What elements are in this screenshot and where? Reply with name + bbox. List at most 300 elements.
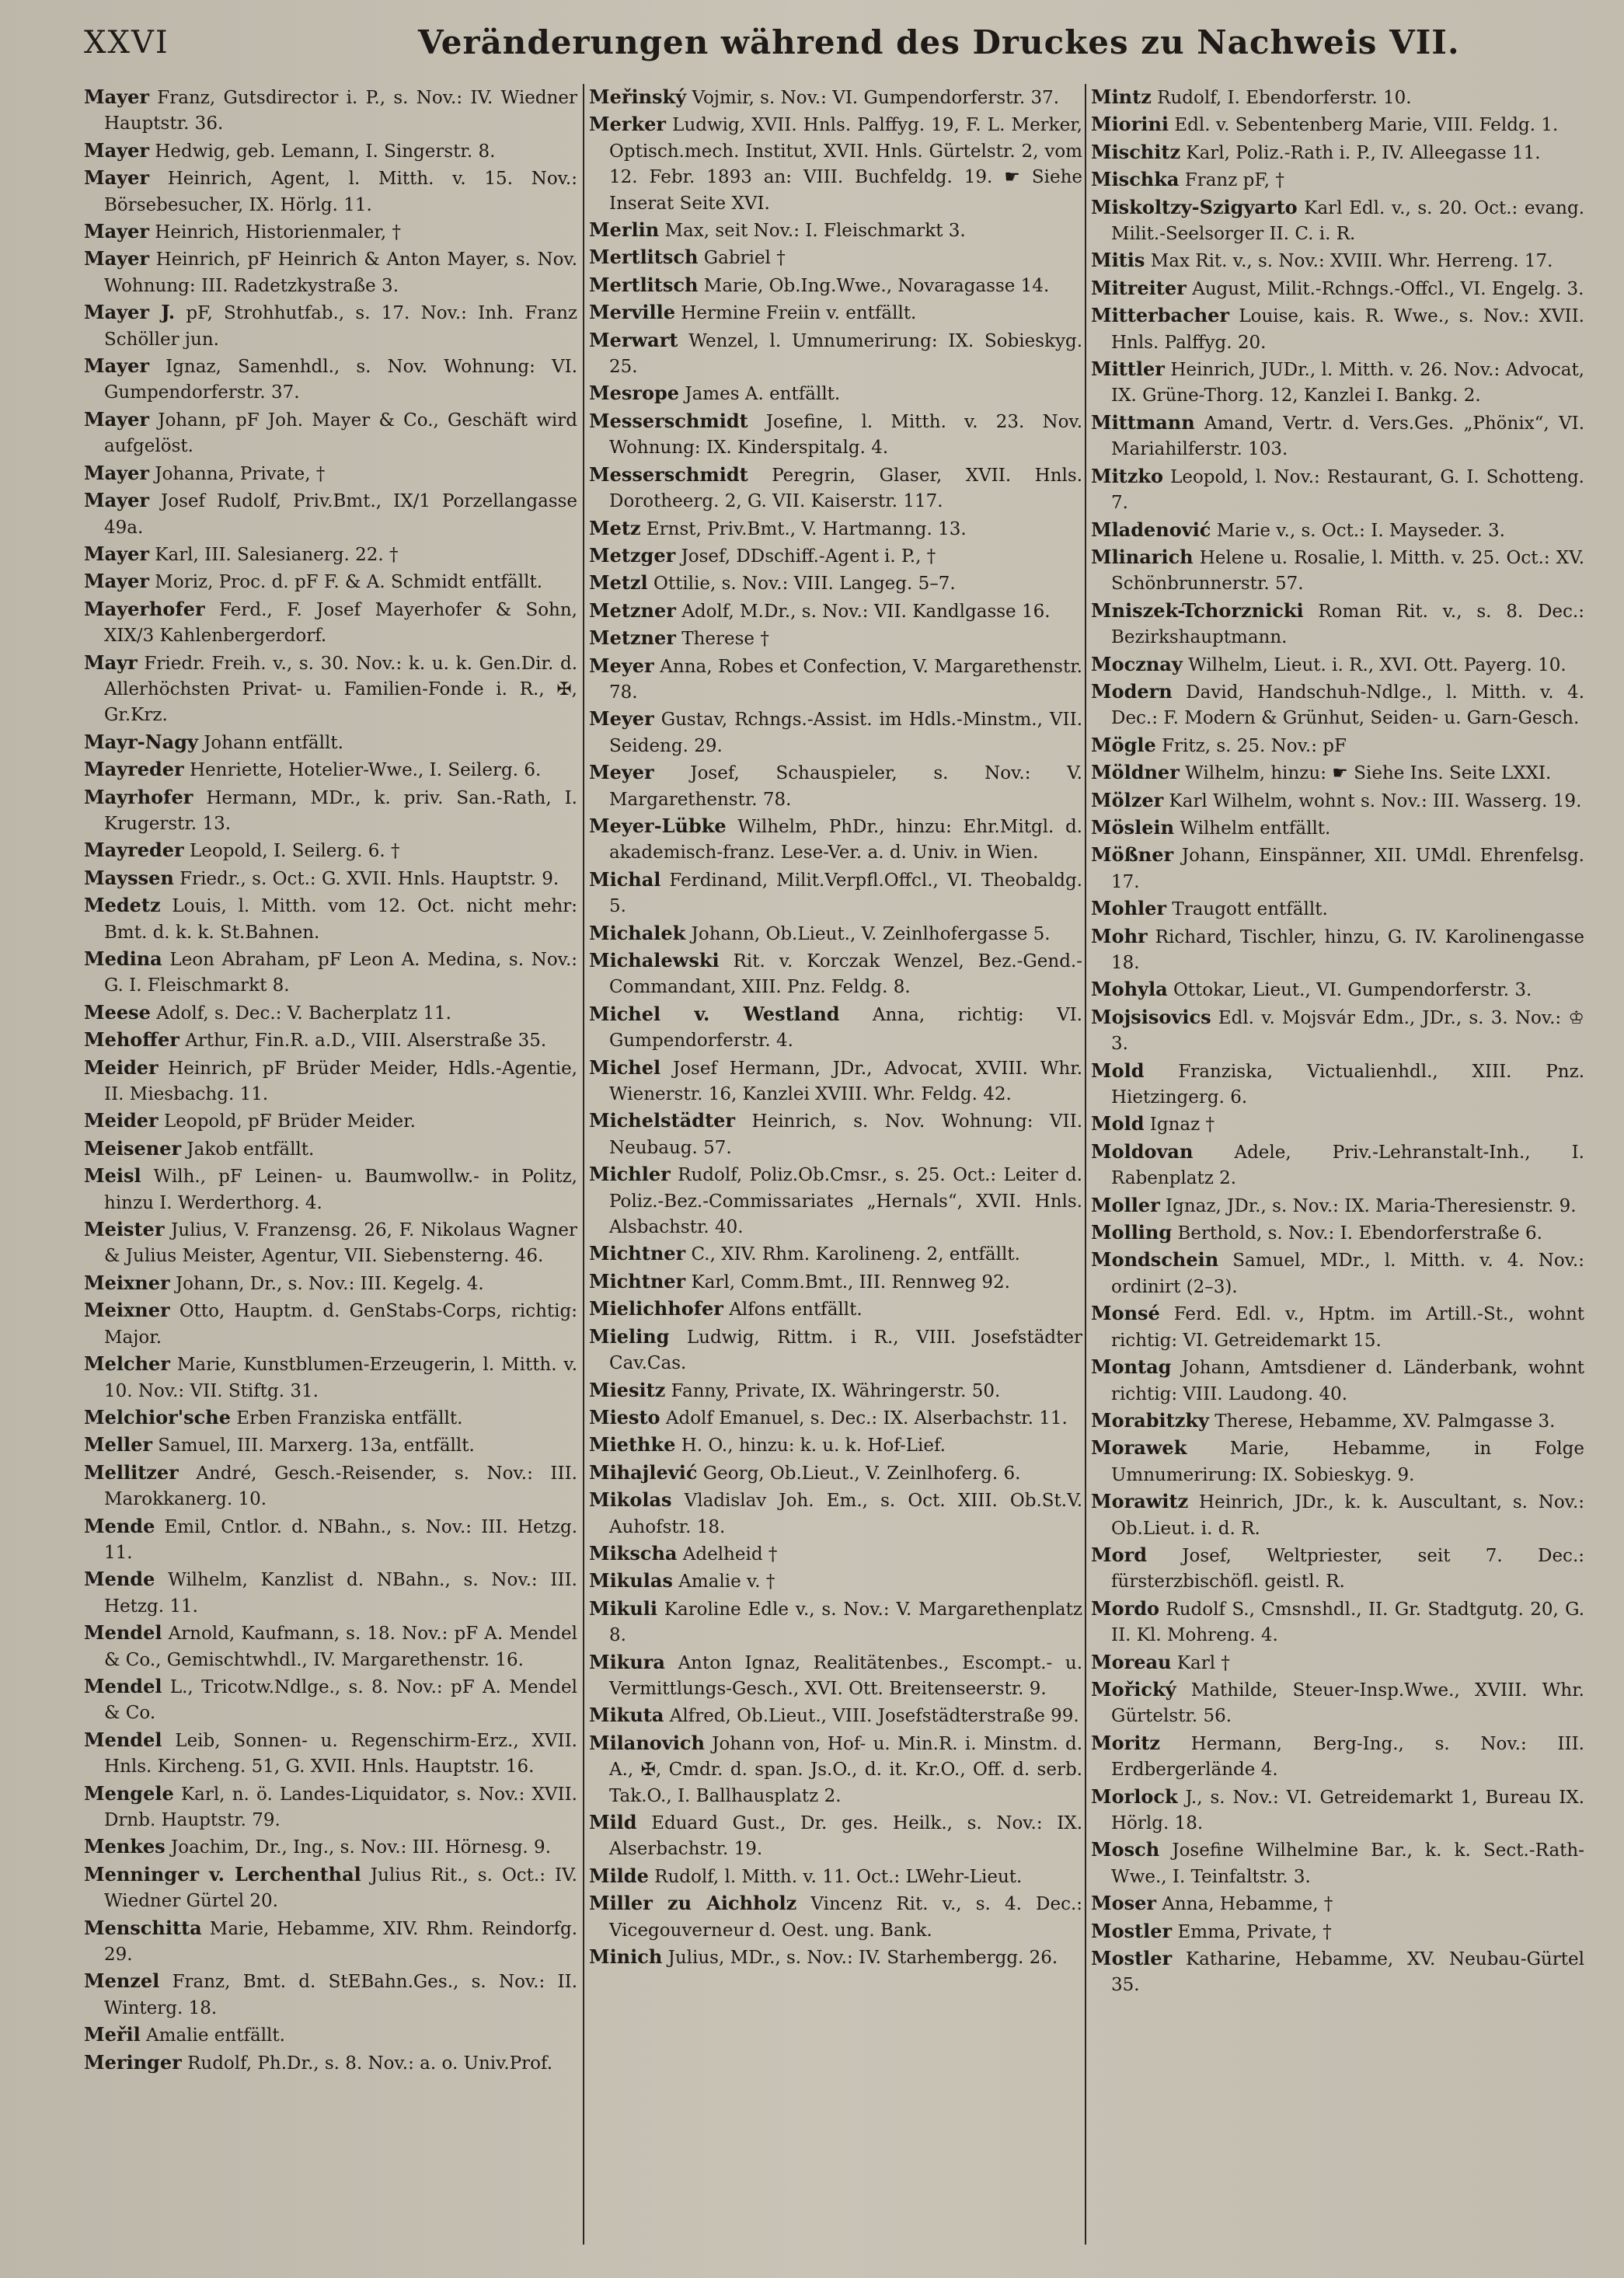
entry-details: Emma, Private, † bbox=[1177, 1921, 1332, 1942]
entry-surname: Mniszek-Tchorznicki bbox=[1091, 598, 1304, 622]
entry-surname: Mayer bbox=[84, 247, 149, 270]
directory-entry bbox=[1091, 1837, 1584, 1890]
entry-surname: Mohyla bbox=[1091, 978, 1168, 1001]
entry-surname: Michtner bbox=[589, 1242, 686, 1265]
entry-details: Alfred, Ob.Lieut., VIII. Josefstädterstraße 99. bbox=[669, 1706, 1079, 1727]
entry-surname: Mostler bbox=[1091, 1919, 1173, 1942]
directory-entry bbox=[589, 542, 1082, 570]
page-number: XXVI bbox=[84, 25, 169, 61]
entry-surname: Mojsisovics bbox=[1091, 1005, 1211, 1028]
directory-entry bbox=[1091, 1918, 1584, 1945]
entry-details: André, Gesch.-Reisender, s. Nov.: III. Marokkanerg. 10. bbox=[104, 1463, 577, 1510]
entry-details: Wilh., pF Leinen- u. Baumwollw.- in Politz, hinzu I. Werderthorg. 4. bbox=[104, 1167, 577, 1213]
entry-details: Anna, Robes et Confection, V. Margarethenstr. 78. bbox=[609, 656, 1082, 703]
directory-entry bbox=[84, 541, 577, 568]
entry-surname: Meřinský bbox=[589, 85, 687, 108]
entry-details: Wilhelm, PhDr., hinzu: Ehr.Mitgl. d. akademisch-franz. Lese-Ver. a. d. Univ. in Wien. bbox=[609, 816, 1082, 863]
entry-surname: Miesitz bbox=[589, 1378, 666, 1401]
directory-entry bbox=[84, 165, 577, 218]
entry-surname: Mohr bbox=[1091, 924, 1148, 947]
entry-surname: Mayer bbox=[84, 166, 149, 190]
entry-details: Josef Rudolf, Priv.Bmt., IX/1 Porzellangasse 49a. bbox=[104, 491, 578, 538]
directory-entry bbox=[589, 327, 1082, 381]
directory-entry bbox=[1091, 166, 1584, 194]
entry-surname: Miesto bbox=[589, 1405, 660, 1429]
directory-entry bbox=[84, 84, 577, 138]
entry-details: Amalie v. † bbox=[678, 1572, 775, 1593]
entry-surname: Mordo bbox=[1091, 1596, 1160, 1620]
entry-surname: Mayreder bbox=[84, 839, 184, 862]
entry-surname: Milanovich bbox=[589, 1731, 705, 1754]
entry-surname: Moser bbox=[1091, 1892, 1156, 1915]
entry-surname: Mayrhofer bbox=[84, 785, 193, 808]
directory-entry bbox=[1091, 1542, 1584, 1596]
entry-details: Wilhelm, hinzu: ☛ Siehe Ins. Seite LXXI. bbox=[1185, 763, 1552, 784]
entry-surname: Modern bbox=[1091, 679, 1173, 703]
entry-details: Rudolf, Poliz.Ob.Cmsr., s. 25. Oct.: Leiter d. Poliz.-Bez.-Commissariates „Hernals“, XVII. Hnls. Alsbachstr. 40. bbox=[609, 1165, 1082, 1238]
entry-surname: Michler bbox=[589, 1163, 671, 1186]
entry-details: Wilhelm, Lieut. i. R., XVI. Ott. Payerg. 10. bbox=[1188, 654, 1566, 675]
directory-entry bbox=[589, 1730, 1082, 1809]
directory-entry bbox=[84, 1460, 577, 1513]
directory-entry bbox=[84, 756, 577, 783]
directory-entry bbox=[84, 729, 577, 756]
entry-details: Friedr., s. Oct.: G. XVII. Hnls. Hauptstr. 9. bbox=[179, 868, 559, 889]
entry-surname: Mořický bbox=[1091, 1677, 1176, 1701]
entry-surname: Meyer bbox=[589, 707, 654, 731]
entry-surname: Mögle bbox=[1091, 733, 1156, 756]
entry-details: H. O., hinzu: k. u. k. Hof-Lief. bbox=[681, 1436, 946, 1456]
entry-surname: Michelstädter bbox=[589, 1109, 736, 1132]
directory-entry bbox=[84, 2050, 577, 2077]
directory-entry bbox=[84, 406, 577, 460]
directory-entry bbox=[1091, 1139, 1584, 1192]
directory-entry bbox=[84, 650, 577, 729]
entry-surname: Mosch bbox=[1091, 1838, 1160, 1861]
directory-entry bbox=[1091, 1596, 1584, 1649]
directory-entry bbox=[1091, 923, 1584, 977]
entry-details: Alfons entfällt. bbox=[729, 1299, 863, 1320]
directory-entry bbox=[1091, 356, 1584, 410]
entry-details: Georg, Ob.Lieut., V. Zeinlhoferg. 6. bbox=[702, 1463, 1021, 1484]
directory-entry bbox=[589, 653, 1082, 706]
entry-details: Franziska, Victualienhdl., XIII. Pnz. Hietzingerg. 6. bbox=[1111, 1061, 1585, 1108]
directory-entry bbox=[1091, 410, 1584, 463]
directory-entry bbox=[589, 813, 1082, 867]
entry-details: Adele, Priv.-Lehranstalt-Inh., I. Rabenplatz 2. bbox=[1111, 1142, 1584, 1189]
entry-details: Richard, Tischler, hinzu, G. IV. Karolinengasse 18. bbox=[1111, 926, 1584, 973]
entry-details: Ignaz † bbox=[1149, 1115, 1215, 1136]
entry-surname: Mellitzer bbox=[84, 1460, 179, 1484]
directory-entry bbox=[589, 1324, 1082, 1377]
entry-details: Louis, l. Mitth. vom 12. Oct. nicht mehr: Bmt. d. k. k. St.Bahnen. bbox=[104, 896, 577, 943]
directory-entry bbox=[84, 568, 577, 595]
entry-details: J., s. Nov.: VI. Getreidemarkt 1, Bureau IX. Hörlg. 18. bbox=[1111, 1787, 1585, 1833]
directory-entry bbox=[589, 1863, 1082, 1890]
entry-details: Otto, Hauptm. d. GenStabs-Corps, richtig: Major. bbox=[104, 1301, 578, 1348]
entry-details: Samuel, MDr., l. Mitth. v. 4. Nov.: ordinirt (2–3). bbox=[1111, 1251, 1584, 1297]
entry-surname: Moreau bbox=[1091, 1650, 1172, 1673]
directory-entry bbox=[84, 1513, 577, 1567]
entry-surname: Mittler bbox=[1091, 358, 1165, 381]
entry-surname: Mendel bbox=[84, 1728, 162, 1751]
directory-entry bbox=[589, 462, 1082, 515]
entry-surname: Mayer bbox=[84, 570, 149, 593]
entry-details: Rudolf, I. Ebendorferstr. 10. bbox=[1157, 88, 1412, 108]
directory-entry bbox=[589, 1268, 1082, 1296]
directory-entry bbox=[589, 515, 1082, 542]
entry-details: David, Handschuh-Ndlge., l. Mitth. v. 4. Dec.: F. Modern & Grünhut, Seiden- u. Garn-Gesch. bbox=[1111, 682, 1585, 729]
entry-details: Johann, Amtsdiener d. Länderbank, wohnt richtig: VIII. Laudong. 40. bbox=[1111, 1358, 1584, 1404]
directory-entry bbox=[589, 1809, 1082, 1863]
entry-details: Heinrich, pF Brüder Meider, Hdls.-Agentie, II. Miesbachg. 11. bbox=[104, 1058, 577, 1105]
entry-surname: Metzl bbox=[589, 571, 648, 595]
directory-entry bbox=[589, 920, 1082, 947]
page-title: Veränderungen während des Druckes zu Nachweis VII. bbox=[418, 23, 1460, 61]
entry-surname: Mohler bbox=[1091, 897, 1167, 920]
column-2 bbox=[589, 84, 1082, 1971]
entry-details: Samuel, III. Marxerg. 13a, entfällt. bbox=[158, 1436, 475, 1456]
entry-surname: Mertlitsch bbox=[589, 246, 699, 269]
directory-entry bbox=[589, 947, 1082, 1001]
entry-surname: Mößner bbox=[1091, 843, 1174, 867]
entry-details: Julius, MDr., s. Nov.: IV. Starhembergg. 26. bbox=[667, 1948, 1058, 1969]
page-header bbox=[84, 22, 1460, 72]
directory-entry bbox=[589, 299, 1082, 326]
entry-surname: Meřil bbox=[84, 2023, 141, 2046]
entry-surname: Mayer bbox=[84, 489, 149, 512]
entry-surname: Mertlitsch bbox=[589, 273, 699, 296]
directory-entry bbox=[1091, 1192, 1584, 1219]
entry-details: Therese, Hebamme, XV. Palmgasse 3. bbox=[1215, 1411, 1556, 1432]
directory-entry bbox=[589, 1460, 1082, 1487]
entry-surname: Meisl bbox=[84, 1164, 141, 1188]
directory-entry bbox=[1091, 1111, 1584, 1138]
entry-surname: Mold bbox=[1091, 1059, 1145, 1082]
entry-surname: Meisener bbox=[84, 1136, 182, 1160]
entry-details: Josef, Schauspieler, s. Nov.: V. Margarethenstr. 78. bbox=[609, 763, 1082, 810]
entry-surname: Mayr bbox=[84, 651, 138, 674]
entry-details: Gustav, Rchngs.-Assist. im Hdls.-Minstm., VII. Seideng. 29. bbox=[609, 710, 1083, 756]
entry-details: Ludwig, Rittm. i R., VIII. Josefstädter Cav.Cas. bbox=[609, 1327, 1082, 1374]
entry-details: Hedwig, geb. Lemann, I. Singerstr. 8. bbox=[155, 141, 496, 162]
entry-surname: Miorini bbox=[1091, 113, 1169, 136]
entry-details: Wilhelm, Kanzlist d. NBahn., s. Nov.: III. Hetzg. 11. bbox=[104, 1570, 577, 1617]
entry-surname: Metzner bbox=[589, 598, 676, 622]
entry-surname: Meider bbox=[84, 1055, 159, 1079]
entry-surname: Mintz bbox=[1091, 85, 1152, 108]
entry-details: Louise, kais. R. Wwe., s. Nov.: XVII. Hnls. Palffyg. 20. bbox=[1111, 306, 1584, 353]
entry-surname: Mitis bbox=[1091, 249, 1145, 272]
directory-entry bbox=[84, 1781, 577, 1834]
entry-surname: Meider bbox=[84, 1109, 159, 1132]
entry-details: Wilhelm entfällt. bbox=[1180, 818, 1331, 839]
entry-surname: Mischitz bbox=[1091, 140, 1181, 163]
directory-entry bbox=[84, 138, 577, 165]
entry-surname: Michalek bbox=[589, 921, 686, 944]
entry-details: Heinrich, JUDr., l. Mitth. v. 26. Nov.: Advocat, IX. Grüne-Thorg. 12, Kanzlei I. Bankg. 2. bbox=[1111, 360, 1584, 406]
entry-surname: Mayer bbox=[84, 461, 149, 484]
directory-entry bbox=[589, 1161, 1082, 1240]
entry-surname: Montag bbox=[1091, 1355, 1172, 1379]
directory-entry bbox=[1091, 598, 1584, 651]
entry-details: Therese † bbox=[681, 629, 769, 650]
entry-surname: Morawek bbox=[1091, 1436, 1187, 1460]
entry-surname: Meller bbox=[84, 1433, 152, 1456]
entry-surname: Mayer bbox=[84, 138, 149, 162]
entry-details: Fritz, s. 25. Nov.: pF bbox=[1162, 735, 1347, 756]
entry-details: Johann, Dr., s. Nov.: III. Kegelg. 4. bbox=[175, 1273, 484, 1294]
entry-details: Rit. v. Korczak Wenzel, Bez.-Gend.-Commandant, XIII. Pnz. Feldg. 8. bbox=[609, 951, 1083, 998]
entry-surname: Michel v. Westland bbox=[589, 1002, 840, 1025]
entry-details: Marie, Ob.Ing.Wwe., Novaragasse 14. bbox=[703, 275, 1050, 296]
entry-surname: Merville bbox=[589, 301, 676, 324]
directory-entry bbox=[589, 1001, 1082, 1055]
entry-surname: Meister bbox=[84, 1218, 165, 1241]
entry-details: Heinrich, Historienmaler, † bbox=[155, 222, 401, 243]
entry-surname: Meyer-Lübke bbox=[589, 814, 727, 837]
directory-entry bbox=[589, 272, 1082, 299]
entry-surname: Mikulas bbox=[589, 1569, 673, 1593]
directory-entry bbox=[1091, 139, 1584, 166]
entry-details: Karoline Edle v., s. Nov.: V. Margarethenplatz 8. bbox=[609, 1599, 1082, 1646]
directory-entry bbox=[84, 1566, 577, 1620]
entry-surname: Meringer bbox=[84, 2050, 182, 2074]
entry-details: Traugott entfällt. bbox=[1172, 899, 1328, 920]
entry-surname: Michalewski bbox=[589, 949, 720, 972]
entry-surname: Medina bbox=[84, 947, 162, 970]
directory-entry bbox=[589, 217, 1082, 244]
directory-entry bbox=[84, 1027, 577, 1054]
directory-entry bbox=[589, 1108, 1082, 1161]
entry-details: Ottilie, s. Nov.: VIII. Langeg. 5–7. bbox=[653, 574, 956, 595]
entry-surname: Morawitz bbox=[1091, 1490, 1189, 1513]
entry-surname: Möldner bbox=[1091, 761, 1180, 784]
entry-details: Marie v., s. Oct.: I. Mayseder. 3. bbox=[1216, 520, 1505, 541]
entry-surname: Mayr-Nagy bbox=[84, 730, 198, 753]
entry-details: Marie, Kunstblumen-Erzeugerin, l. Mitth. v. 10. Nov.: VII. Stiftg. 31. bbox=[104, 1355, 578, 1401]
directory-entry bbox=[1091, 1354, 1584, 1408]
entry-surname: Mayer bbox=[84, 407, 149, 431]
entry-details: Fanny, Private, IX. Währingerstr. 50. bbox=[671, 1380, 1001, 1401]
entry-details: Ferd. Edl. v., Hptm. im Artill.-St., wohnt richtig: VI. Getreidemarkt 15. bbox=[1111, 1304, 1584, 1351]
entry-surname: Mengele bbox=[84, 1781, 174, 1805]
entry-details: Katharine, Hebamme, XV. Neubau-Gürtel 35. bbox=[1111, 1949, 1585, 1996]
entry-surname: Michal bbox=[589, 867, 661, 891]
entry-details: C., XIV. Rhm. Karolineng. 2, entfällt. bbox=[691, 1244, 1020, 1265]
directory-entry bbox=[1091, 1890, 1584, 1917]
directory-entry bbox=[84, 946, 577, 999]
entry-surname: Mikolas bbox=[589, 1488, 672, 1512]
entry-details: Marie, Hebamme, in Folge Umnumerirung: IX. Sobieskyg. 9. bbox=[1111, 1439, 1585, 1485]
entry-details: Leopold, pF Brüder Meider. bbox=[163, 1111, 416, 1132]
directory-entry bbox=[589, 759, 1082, 813]
entry-details: Josef, DDschiff.-Agent i. P., † bbox=[681, 546, 936, 567]
entry-surname: Morlock bbox=[1091, 1784, 1178, 1808]
directory-entry bbox=[84, 1055, 577, 1108]
directory-entry bbox=[1091, 1004, 1584, 1058]
entry-details: Leopold, l. Nov.: Restaurant, G. I. Schotteng. 7. bbox=[1111, 466, 1584, 514]
directory-entry bbox=[84, 1673, 577, 1727]
entry-surname: Mayerhofer bbox=[84, 597, 205, 620]
directory-entry bbox=[589, 706, 1082, 759]
entry-surname: Metzger bbox=[589, 543, 676, 567]
entry-details: Adolf, s. Dec.: V. Bacherplatz 11. bbox=[156, 1003, 451, 1024]
directory-entry bbox=[1091, 1730, 1584, 1784]
entry-surname: Moller bbox=[1091, 1193, 1160, 1216]
entry-details: Adelheid † bbox=[682, 1544, 778, 1565]
entry-details: Jakob entfällt. bbox=[186, 1139, 315, 1160]
entry-surname: Milde bbox=[589, 1864, 649, 1887]
directory-entry bbox=[1091, 194, 1584, 248]
directory-entry bbox=[1091, 544, 1584, 598]
entry-surname: Mende bbox=[84, 1514, 155, 1537]
entry-details: Ludwig, XVII. Hnls. Palffyg. 19, F. L. Merker, Optisch.mech. Institut, XVII. Hnls. Gürtelstr. 2, vom 12. Febr. 1893 an: VIII. Buchfeldg. 19. ☛ Siehe Inserat Seite XVI. bbox=[609, 115, 1082, 214]
directory-entry bbox=[1091, 1247, 1584, 1300]
directory-entry bbox=[589, 84, 1082, 111]
entry-details: Adolf Emanuel, s. Dec.: IX. Alserbachstr. 11. bbox=[665, 1408, 1068, 1429]
directory-entry bbox=[1091, 895, 1584, 923]
entry-details: Vladislav Joh. Em., s. Oct. XIII. Ob.St.V. Auhofstr. 18. bbox=[609, 1491, 1083, 1537]
directory-entry bbox=[589, 244, 1082, 271]
directory-entry bbox=[84, 1861, 577, 1915]
column-divider-1 bbox=[583, 84, 584, 2245]
entry-details: Henriette, Hotelier-Wwe., I. Seilerg. 6. bbox=[189, 760, 542, 781]
entry-details: Leopold, I. Seilerg. 6. † bbox=[189, 841, 400, 862]
entry-surname: Menninger v. Lerchenthal bbox=[84, 1862, 361, 1886]
entry-details: Franz pF, † bbox=[1184, 170, 1284, 191]
column-1 bbox=[84, 84, 577, 2077]
entry-surname: Metz bbox=[589, 516, 641, 539]
entry-surname: Messerschmidt bbox=[589, 409, 748, 432]
entry-surname: Mittmann bbox=[1091, 410, 1195, 434]
directory-entry bbox=[84, 1432, 577, 1459]
directory-entry bbox=[84, 1351, 577, 1404]
entry-details: Franz, Bmt. d. StEBahn.Ges., s. Nov.: II. Winterg. 18. bbox=[104, 1972, 577, 2018]
directory-entry bbox=[1091, 787, 1584, 815]
entry-details: Ignaz, JDr., s. Nov.: IX. Maria-Theresienstr. 9. bbox=[1166, 1195, 1577, 1216]
directory-entry bbox=[84, 1270, 577, 1297]
entry-surname: Mendel bbox=[84, 1674, 162, 1697]
directory-entry bbox=[84, 596, 577, 650]
directory-entry bbox=[1091, 275, 1584, 302]
entry-surname: Mayreder bbox=[84, 758, 184, 781]
directory-entry bbox=[84, 353, 577, 406]
entry-details: James A. entfällt. bbox=[685, 384, 841, 405]
directory-entry bbox=[1091, 679, 1584, 732]
entry-details: Rudolf, l. Mitth. v. 11. Oct.: LWehr-Lieut. bbox=[654, 1866, 1023, 1887]
entry-details: Karl Edl. v., s. 20. Oct.: evang. Milit.-Seelsorger II. C. i. R. bbox=[1111, 197, 1585, 245]
entry-details: Eduard Gust., Dr. ges. Heilk., s. Nov.: IX. Alserbachstr. 19. bbox=[609, 1813, 1083, 1860]
directory-entry bbox=[1091, 759, 1584, 787]
entry-details: Arnold, Kaufmann, s. 18. Nov.: pF A. Mendel & Co., Gemischtwhdl., IV. Margarethenstr. 16. bbox=[104, 1624, 577, 1670]
entry-surname: Mikura bbox=[589, 1650, 665, 1673]
directory-entry bbox=[589, 1240, 1082, 1268]
directory-entry bbox=[1091, 732, 1584, 759]
entry-details: Karl, n. ö. Landes-Liquidator, s. Nov.: XVII. Drnb. Hauptstr. 79. bbox=[104, 1784, 577, 1830]
entry-surname: Melchior'sche bbox=[84, 1405, 231, 1429]
directory-entry bbox=[1091, 1408, 1584, 1435]
directory-entry bbox=[84, 837, 577, 864]
directory-entry bbox=[589, 625, 1082, 652]
entry-details: Johanna, Private, † bbox=[155, 463, 326, 484]
entry-surname: Morabitzky bbox=[1091, 1408, 1209, 1432]
entry-surname: Mitzko bbox=[1091, 464, 1164, 487]
entry-surname: Minich bbox=[589, 1945, 663, 1969]
entry-surname: Mihajlević bbox=[589, 1460, 698, 1484]
entry-details: Helene u. Rosalie, l. Mitth. v. 25. Oct.: XV. Schönbrunnerstr. 57. bbox=[1111, 547, 1585, 595]
entry-details: Amalie entfällt. bbox=[146, 2025, 285, 2046]
entry-surname: Mikscha bbox=[589, 1541, 678, 1565]
directory-entry bbox=[589, 408, 1082, 462]
entry-details: Josefine Wilhelmine Bar., k. k. Sect.-Rath-Wwe., I. Teinfaltstr. 3. bbox=[1111, 1840, 1584, 1887]
entry-surname: Meyer bbox=[589, 654, 654, 677]
entry-details: Ferd., F. Josef Mayerhofer & Sohn, XIX/3 Kahlenbergerdorf. bbox=[104, 599, 577, 647]
directory-entry bbox=[1091, 84, 1584, 111]
entry-details: Franz, Gutsdirector i. P., s. Nov.: IV. Wiedner Hauptstr. 36. bbox=[104, 88, 577, 134]
entry-details: Johann entfällt. bbox=[204, 732, 343, 753]
entry-surname: Mondschein bbox=[1091, 1248, 1219, 1272]
entry-surname: Mild bbox=[589, 1811, 637, 1833]
entry-surname: Möslein bbox=[1091, 815, 1175, 839]
entry-surname: Mieling bbox=[589, 1324, 670, 1348]
entry-surname: Miskoltzy-Szigyarto bbox=[1091, 195, 1298, 218]
entry-details: Roman Rit. v., s. 8. Dec.: Bezirkshauptmann. bbox=[1111, 601, 1584, 648]
entry-surname: Meese bbox=[84, 1000, 151, 1024]
column-3 bbox=[1091, 84, 1584, 1999]
entry-details: Josefine, l. Mitth. v. 23. Nov. Wohnung: IX. Kinderspitalg. 4. bbox=[609, 411, 1082, 459]
entry-details: Adolf, M.Dr., s. Nov.: VII. Kandlgasse 16. bbox=[681, 601, 1051, 622]
directory-entry bbox=[1091, 1649, 1584, 1676]
entry-surname: Monsé bbox=[1091, 1302, 1160, 1325]
directory-entry bbox=[1091, 1435, 1584, 1488]
directory-entry bbox=[84, 1216, 577, 1270]
entry-details: L., Tricotw.Ndlge., s. 8. Nov.: pF A. Mendel & Co. bbox=[104, 1676, 577, 1724]
entry-details: Karl, Comm.Bmt., III. Rennweg 92. bbox=[691, 1272, 1010, 1292]
entry-surname: Michel bbox=[589, 1055, 661, 1079]
entry-details: Heinrich, s. Nov. Wohnung: VII. Neubaug. 57. bbox=[609, 1111, 1082, 1158]
directory-entry bbox=[589, 1377, 1082, 1404]
entry-details: Heinrich, Agent, l. Mitth. v. 15. Nov.: Börsebesucher, IX. Hörlg. 11. bbox=[104, 169, 577, 215]
entry-details: Josef Hermann, JDr., Advocat, XVIII. Whr. Wienerstr. 16, Kanzlei XVIII. Whr. Feldg. 42. bbox=[609, 1058, 1083, 1105]
entry-surname: Merwart bbox=[589, 328, 678, 351]
entry-surname: Mladenović bbox=[1091, 518, 1211, 541]
directory-entry bbox=[589, 1432, 1082, 1459]
directory-entry bbox=[84, 999, 577, 1027]
entry-details: Arthur, Fin.R. a.D., VIII. Alserstraße 35. bbox=[185, 1031, 547, 1052]
directory-entry bbox=[1091, 247, 1584, 274]
entry-details: Ignaz, Samenhdl., s. Nov. Wohnung: VI. Gumpendorferstr. 37. bbox=[104, 357, 577, 403]
entry-details: Julius Rit., s. Oct.: IV. Wiedner Gürtel 20. bbox=[104, 1865, 577, 1912]
entry-surname: Miller zu Aichholz bbox=[589, 1892, 797, 1915]
entry-surname: Miethke bbox=[589, 1433, 676, 1456]
entry-surname: Mölzer bbox=[1091, 788, 1164, 811]
entry-surname: Mischka bbox=[1091, 168, 1180, 191]
entry-surname: Mesrope bbox=[589, 382, 680, 405]
directory-entry bbox=[589, 1296, 1082, 1323]
entry-details: Wenzel, l. Umnumerirung: IX. Sobieskyg. 25. bbox=[609, 330, 1082, 378]
entry-surname: Menzel bbox=[84, 1969, 160, 1993]
entry-surname: Mende bbox=[84, 1568, 155, 1591]
directory-entry bbox=[589, 1404, 1082, 1432]
entry-details: Johann, Einspänner, XII. UMdl. Ehrenfelsg. 17. bbox=[1111, 846, 1584, 892]
directory-entry bbox=[84, 487, 577, 541]
entry-details: Leib, Sonnen- u. Regenschirm-Erz., XVII. Hnls. Kircheng. 51, G. XVII. Hnls. Hauptstr. 16. bbox=[104, 1730, 577, 1777]
entry-surname: Messerschmidt bbox=[589, 462, 748, 486]
entry-details: Heinrich, pF Heinrich & Anton Mayer, s. Nov. Wohnung: III. Radetzkystraße 3. bbox=[104, 249, 578, 296]
entry-details: August, Milit.-Rchngs.-Offcl., VI. Engelg. 3. bbox=[1192, 278, 1584, 299]
directory-entry bbox=[84, 299, 577, 353]
